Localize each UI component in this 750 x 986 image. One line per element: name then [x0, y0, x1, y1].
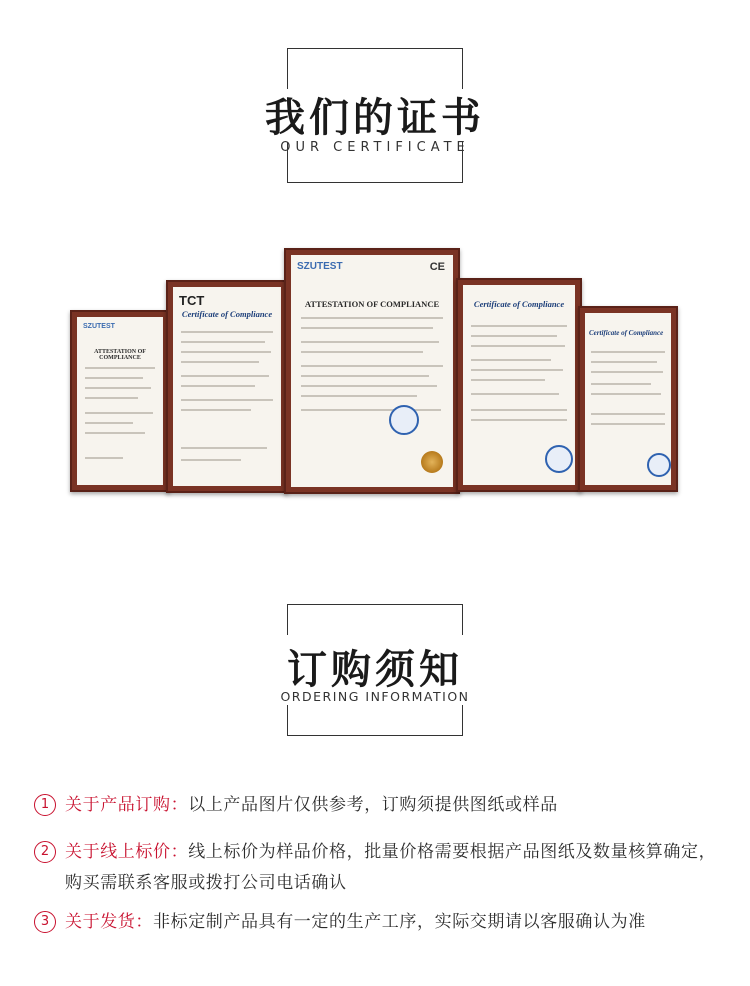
certificate-title-en: OUR CERTIFICATE [280, 140, 470, 155]
header-bracket-bottom [287, 705, 463, 736]
gold-seal-icon [421, 451, 443, 473]
circled-number-3: 3 [34, 911, 56, 933]
header-bracket-top [287, 48, 463, 89]
certificate-title-cn: 我们的证书 [265, 95, 485, 141]
header-bracket-top [287, 604, 463, 635]
ordering-section-header [0, 604, 750, 736]
certificate-paper [463, 285, 575, 485]
ordering-item-label: 关于线上标价： [65, 842, 189, 862]
tct-seal-icon [647, 453, 671, 477]
circled-number-1: 1 [34, 794, 56, 816]
certificate-frame-3 [284, 248, 460, 494]
certificate-frame-1 [70, 310, 170, 492]
ordering-item-text: 线上标价为样品价格，批量价格需要根据产品图纸及数量核算确定，购买需联系客服或拨打公司电话确认 [65, 842, 717, 893]
tct-seal-icon [545, 445, 573, 473]
certificate-frame-5 [578, 306, 678, 492]
certificate-paper [291, 255, 453, 487]
ce-mark: CE [429, 261, 445, 273]
ordering-item-3 [34, 907, 724, 939]
circled-number-2: 2 [34, 841, 56, 863]
certificates-gallery [66, 240, 680, 498]
ordering-title-en: ORDERING INFORMATION [280, 689, 470, 704]
ordering-item-2 [34, 837, 724, 901]
ordering-item-label: 关于产品订购： [65, 795, 189, 815]
certificate-frame-2 [166, 280, 288, 493]
certificate-heading: Certificate of Compliance [181, 309, 273, 319]
header-bracket-bottom [287, 142, 463, 183]
ordering-item-1 [34, 790, 724, 822]
certificate-brand: SZUTEST [83, 323, 115, 330]
certificate-paper [77, 317, 163, 485]
ordering-item-text: 以上产品图片仅供参考，订购须提供图纸或样品 [188, 795, 558, 815]
ordering-item-text: 非标定制产品具有一定的生产工序，实际交期请以客服确认为准 [153, 912, 646, 932]
certificate-heading: ATTESTATION OF COMPLIANCE [94, 349, 146, 361]
certificate-paper [173, 287, 281, 486]
certificate-brand: TCT [179, 293, 205, 308]
certificate-heading: ATTESTATION OF COMPLIANCE [304, 299, 440, 309]
certificate-heading: Certificate of Compliance [473, 299, 565, 309]
certificate-paper [585, 313, 671, 485]
ordering-title-cn: 订购须知 [287, 647, 463, 693]
certificate-frame-4 [456, 278, 582, 492]
blue-seal-icon [389, 405, 419, 435]
certificate-heading: Certificate of Compliance [589, 329, 664, 337]
certificate-brand: SZUTEST [297, 261, 343, 272]
ordering-item-label: 关于发货： [65, 912, 153, 932]
certificate-section-header [0, 48, 750, 183]
